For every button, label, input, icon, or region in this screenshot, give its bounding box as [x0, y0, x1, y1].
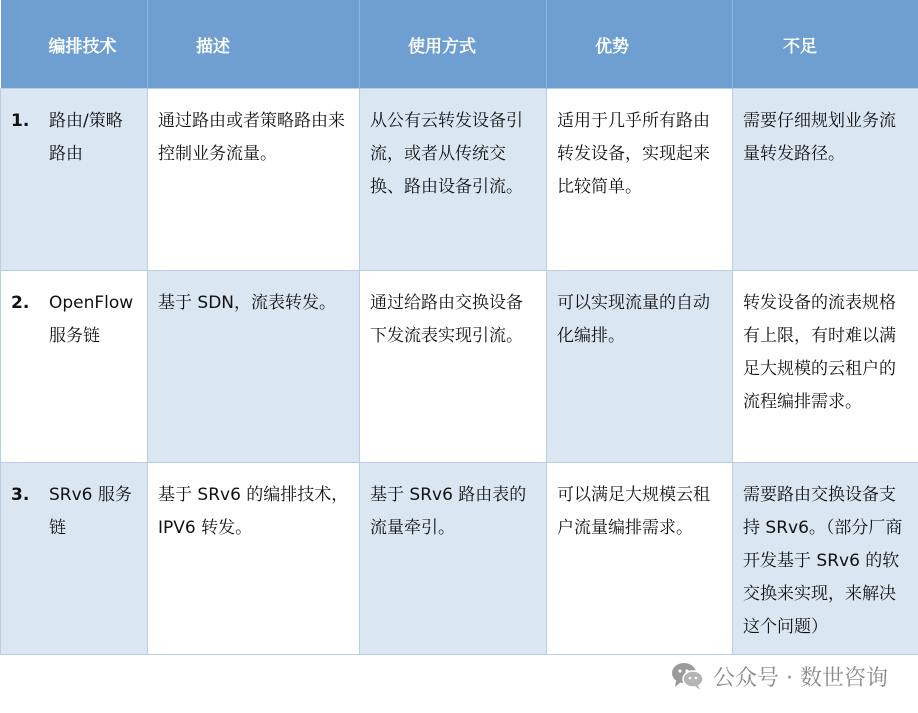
description-cell: 通过路由或者策略路由来控制业务流量。	[148, 89, 360, 271]
usage-cell: 通过给路由交换设备下发流表实现引流。	[360, 271, 547, 463]
wechat-icon	[671, 661, 705, 691]
header-shortcoming-label: 不足	[783, 36, 817, 57]
header-usage-label: 使用方式	[408, 36, 476, 57]
tech-cell	[1, 271, 148, 463]
usage-cell: 从公有云转发设备引流，或者从传统交换、路由设备引流。	[360, 89, 547, 271]
shortcoming-cell: 需要路由交换设备支持 SRv6。（部分厂商开发基于 SRv6 的软交换来实现，来解决这个问题）	[733, 463, 918, 655]
tech-name: SRv6 服务链	[49, 485, 132, 538]
header-advantage-label: 优势	[595, 36, 629, 57]
usage-cell: 基于 SRv6 路由表的流量牵引。	[360, 463, 547, 655]
row-number: 3.	[11, 485, 30, 505]
advantage-cell: 适用于几乎所有路由转发设备，实现起来比较简单。	[547, 89, 733, 271]
row-number: 1.	[11, 111, 30, 131]
header-description	[148, 0, 360, 89]
header-tech-label: 编排技术	[48, 36, 117, 57]
header-description-label: 描述	[196, 36, 230, 57]
table-row	[1, 89, 918, 271]
shortcoming-cell: 转发设备的流表规格有上限，有时难以满足大规模的云租户的流程编排需求。	[733, 271, 918, 463]
tech-cell	[1, 89, 148, 271]
advantage-cell: 可以实现流量的自动化编排。	[547, 271, 733, 463]
table-row	[1, 271, 918, 463]
shortcoming-cell: 需要仔细规划业务流量转发路径。	[733, 89, 918, 271]
description-cell: 基于 SDN，流表转发。	[148, 271, 360, 463]
tech-name: 路由/策略路由	[49, 111, 123, 164]
header-tech	[1, 0, 148, 89]
header-advantage	[547, 0, 733, 89]
watermark	[671, 658, 888, 694]
watermark-text: 公众号 · 数世咨询	[713, 665, 888, 691]
tech-cell	[1, 463, 148, 655]
header-usage	[360, 0, 547, 89]
description-cell: 基于 SRv6 的编排技术，IPV6 转发。	[148, 463, 360, 655]
advantage-cell: 可以满足大规模云租户流量编排需求。	[547, 463, 733, 655]
table-row	[1, 463, 918, 655]
tech-name: OpenFlow服务链	[49, 293, 134, 346]
row-number: 2.	[11, 293, 30, 313]
table-header-row	[1, 0, 918, 89]
header-shortcoming	[733, 0, 918, 89]
